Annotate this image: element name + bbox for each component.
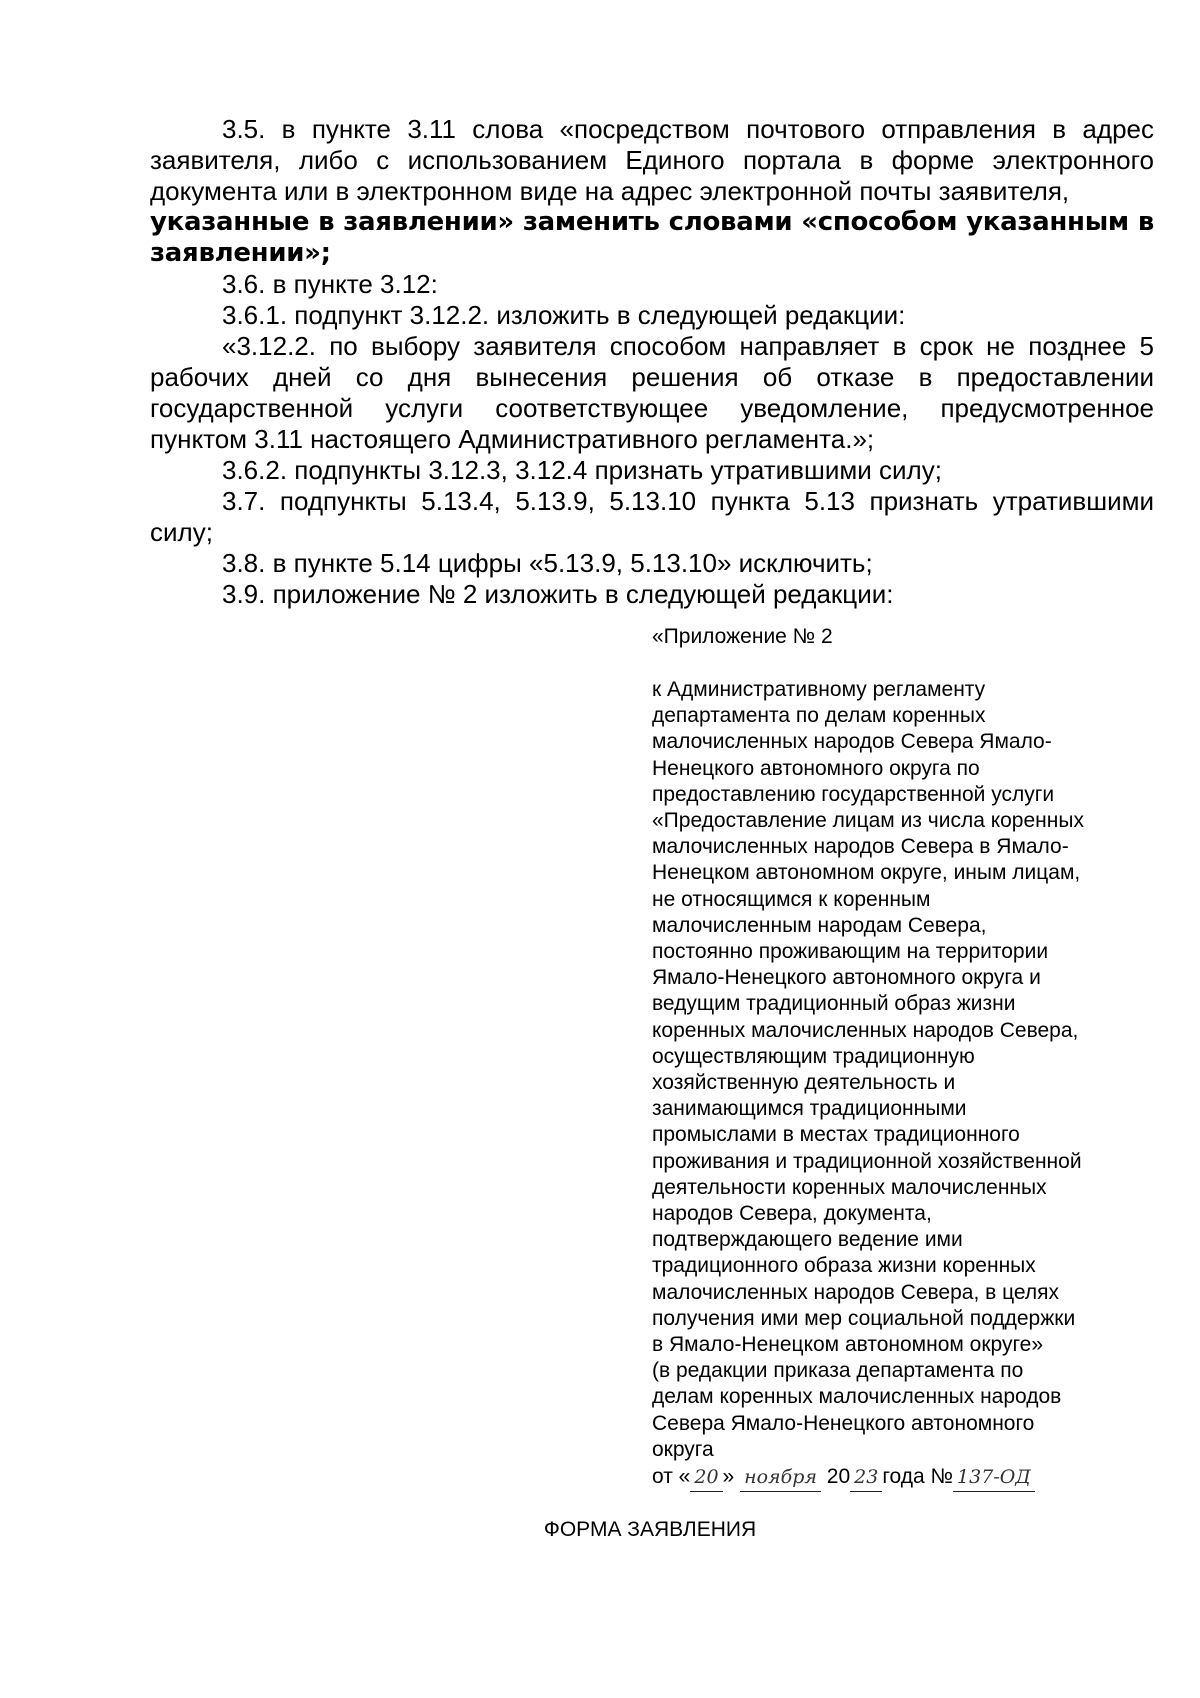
appendix-line: занимающимся традиционными	[652, 1097, 967, 1121]
amendment-3-8: 3.8. в пункте 5.14 цифры «5.13.9, 5.13.10» исключить;	[222, 548, 873, 578]
appendix-line: предоставлению государственной услуги	[652, 782, 1055, 806]
appendix-description	[652, 677, 1162, 1463]
appendix-heading: «Приложение № 2	[652, 625, 833, 648]
appendix-line: департамента по делам коренных	[652, 704, 986, 728]
appendix-line: подтверждающего ведение ими	[652, 1228, 963, 1252]
appendix-line: Севера Ямало-Ненецкого автономного	[652, 1411, 1035, 1435]
amendment-3-5-continued: указанные в заявлении» заменить словами «способом указанным в заявлении»;	[150, 207, 1154, 268]
handwritten-month: ноября	[740, 1463, 821, 1492]
appendix-line: малочисленных народов Севера Ямало-	[652, 730, 1052, 754]
appendix-line: (в редакции приказа департамента по	[652, 1359, 1024, 1383]
amendment-3-5: 3.5. в пункте 3.11 слова «посредством почтового отправления в адрес заявителя, либо с использованием Единого портала в форме электронного документа или в электронном виде на адрес электронной почты заявителя,	[150, 114, 1154, 206]
appendix-line: в Ямало-Ненецком автономном округе»	[652, 1333, 1044, 1357]
handwritten-day: 20	[690, 1463, 722, 1492]
appendix-line: традиционного образа жизни коренных	[652, 1254, 1036, 1278]
appendix-line: получения ими мер социальной поддержки	[652, 1306, 1076, 1330]
appendix-line: Ямало-Ненецкого автономного округа и	[652, 966, 1041, 990]
date-year-word: года №	[882, 1465, 954, 1488]
appendix-line: к Административному регламенту	[652, 678, 986, 701]
appendix-line: коренных малочисленных народов Севера,	[652, 1018, 1079, 1042]
date-quote-close: »	[722, 1465, 741, 1488]
handwritten-year: 23	[850, 1463, 882, 1492]
appendix-line: постоянно проживающим на территории	[652, 940, 1049, 964]
appendix-line: проживания и традиционной хозяйственной	[652, 1149, 1082, 1173]
appendix-line: Ненецкого автономного округа по	[652, 756, 980, 780]
appendix-line: не относящимся к коренным	[652, 887, 931, 911]
appendix-line: народов Севера, документа,	[652, 1202, 932, 1226]
amendment-3-9: 3.9. приложение № 2 изложить в следующей редакции:	[222, 579, 894, 609]
amendments-text	[150, 114, 1154, 610]
appendix-line: осуществляющим традиционную	[652, 1044, 975, 1068]
handwritten-order-number: 137-ОД	[953, 1463, 1035, 1492]
date-prefix: от «	[652, 1465, 691, 1488]
appendix-line: округа	[652, 1437, 714, 1461]
appendix-line: малочисленных народов Севера в Ямало-	[652, 835, 1069, 859]
amendment-3-12-2-quote: «3.12.2. по выбору заявителя способом направляет в срок не позднее 5 рабочих дней со дня вынесения решения об отказе в предоставлении государственной услуги соответствующее уведомление, предусмотренное пунктом 3.11 настоящего Административного регламента.»;	[150, 331, 1154, 454]
appendix-line: ведущим традиционный образ жизни	[652, 992, 1016, 1016]
date-year-prefix: 20	[820, 1465, 851, 1488]
appendix-line: делам коренных малочисленных народов	[652, 1385, 1062, 1409]
amendment-3-6-1: 3.6.1. подпункт 3.12.2. изложить в следующей редакции:	[222, 300, 906, 330]
order-date-line	[652, 1463, 1035, 1492]
appendix-line: «Предоставление лицам из числа коренных	[652, 809, 1084, 833]
appendix-line: хозяйственную деятельность и	[652, 1071, 956, 1095]
amendment-3-7: 3.7. подпункты 5.13.4, 5.13.9, 5.13.10 пункта 5.13 признать утратившими силу;	[150, 486, 1154, 547]
appendix-line: деятельности коренных малочисленных	[652, 1175, 1047, 1199]
form-title: ФОРМА ЗАЯВЛЕНИЯ	[543, 1518, 757, 1541]
amendment-3-6: 3.6. в пункте 3.12:	[222, 269, 438, 299]
appendix-line: малочисленным народам Севера,	[652, 913, 987, 937]
appendix-line: промыслами в местах традиционного	[652, 1123, 1020, 1147]
appendix-line: Ненецком автономном округе, иным лицам,	[652, 861, 1081, 885]
amendment-3-6-2: 3.6.2. подпункты 3.12.3, 3.12.4 признать утратившими силу;	[222, 455, 942, 485]
appendix-line: малочисленных народов Севера, в целях	[652, 1280, 1060, 1304]
